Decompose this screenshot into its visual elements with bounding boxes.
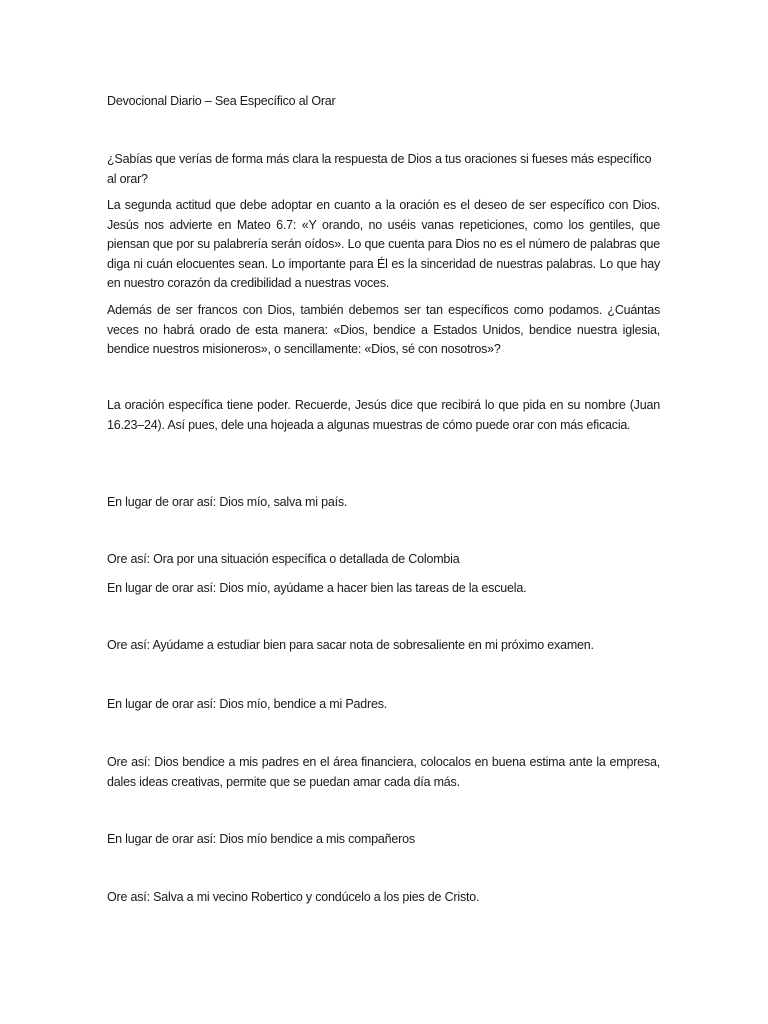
pray-line-colombia: Ore así: Ora por una situación específica o detallada de Colombia (107, 552, 460, 566)
instead-line-country: En lugar de orar así: Dios mío, salva mi país. (107, 495, 348, 509)
instead-line-classmates: En lugar de orar así: Dios mío bendice a mis compañeros (107, 832, 415, 846)
instead-line-parents: En lugar de orar así: Dios mío, bendice a mi Padres. (107, 697, 388, 711)
document-title: Devocional Diario – Sea Específico al Orar (107, 94, 336, 108)
paragraph-power: La oración específica tiene poder. Recuerde, Jesús dice que recibirá lo que pida en su nombre (Juan 16.23–24). Así pues, dele una hojeada a algunas muestras de cómo puede orar con más eficacia. (107, 398, 660, 432)
instead-line-school: En lugar de orar así: Dios mío, ayúdame a hacer bien las tareas de la escuela. (107, 581, 527, 595)
paragraph-specific: Además de ser francos con Dios, también debemos ser tan específicos como podamos. ¿Cuántas veces no habrá orado de esta manera: «Dios, bendice a Estados Unidos, bendice nuestra iglesia, bendice nuestros misioneros», o sencillamente: «Dios, sé con nosotros»? (107, 303, 660, 356)
pray-line-exam: Ore así: Ayúdame a estudiar bien para sacar nota de sobresaliente en mi próximo examen. (107, 638, 594, 652)
intro-question: ¿Sabías que verías de forma más clara la respuesta de Dios a tus oraciones si fueses más específico al orar? (107, 152, 652, 186)
pray-line-parents: Ore así: Dios bendice a mis padres en el área financiera, colocalos en buena estima ante la empresa, dales ideas creativas, permite que se puedan amar cada día más. (107, 755, 660, 789)
pray-line-neighbor: Ore así: Salva a mi vecino Robertico y condúcelo a los pies de Cristo. (107, 890, 480, 904)
paragraph-attitude: La segunda actitud que debe adoptar en cuanto a la oración es el deseo de ser específico con Dios. Jesús nos advierte en Mateo 6.7: «Y orando, no uséis vanas repeticiones, como los gentiles, que piensan que por su palabrería serán oídos». Lo que cuenta para Dios no es el número de palabras que diga ni cuán elocuentes sean. Lo importante para Él es la sinceridad de nuestras palabras. Lo que hay en nuestro corazón da credibilidad a nuestras voces. (107, 198, 660, 290)
